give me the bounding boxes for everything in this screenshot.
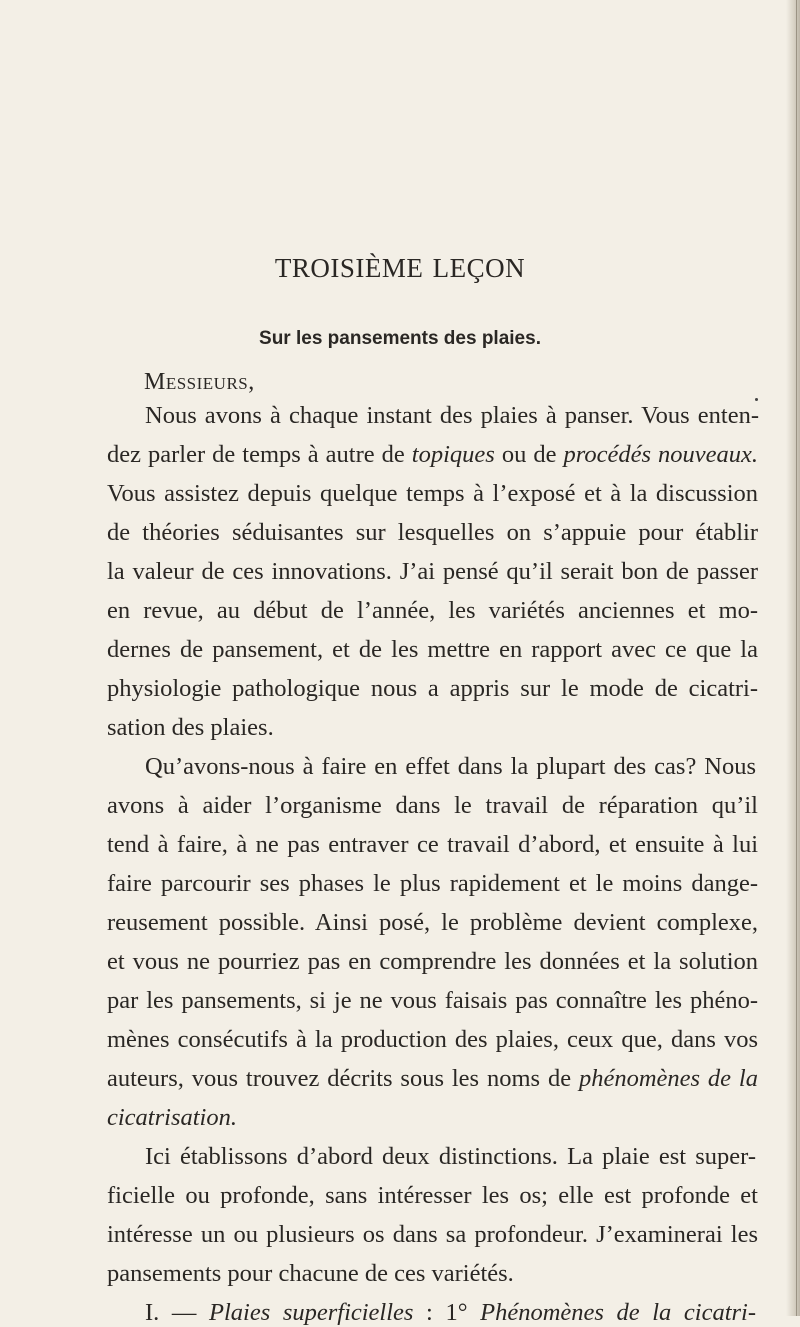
text-line: faire parcourir ses phases le plus rapidement et le moins dange- xyxy=(107,870,758,897)
text-line: intéresse un ou plusieurs os dans sa profondeur. J’examinerai les xyxy=(107,1221,758,1248)
ink-speck xyxy=(755,398,758,401)
salutation: Messieurs, xyxy=(144,369,255,395)
text-line: physiologie pathologique nous a appris sur le mode de cicatri- xyxy=(107,675,758,702)
text-line: Qu’avons-nous à faire en effet dans la plupart des cas? Nous xyxy=(145,753,756,780)
text-line: dez parler de temps à autre de topiques ou de procédés nouveaux. xyxy=(107,441,759,468)
text-line: tend à faire, à ne pas entraver ce travail d’abord, et ensuite à lui xyxy=(107,831,758,858)
text-line: Nous avons à chaque instant des plaies à panser. Vous enten- xyxy=(145,402,759,429)
text-line: de théories séduisantes sur lesquelles on s’appuie pour établir xyxy=(107,519,758,546)
chapter-subtitle: Sur les pansements des plaies. xyxy=(259,328,541,349)
text-line: Ici établissons d’abord deux distinctions. La plaie est super- xyxy=(145,1143,756,1170)
page-edge xyxy=(786,0,800,1316)
text-line: cicatrisation. xyxy=(107,1104,237,1131)
text-line: Vous assistez depuis quelque temps à l’exposé et à la discussion xyxy=(107,480,758,507)
text-line: par les pansements, si je ne vous faisais pas connaître les phéno- xyxy=(107,987,758,1014)
text-line: avons à aider l’organisme dans le travail de réparation qu’il xyxy=(107,792,758,819)
text-line: auteurs, vous trouvez décrits sous les noms de phénomènes de la xyxy=(107,1065,758,1092)
text-line: la valeur de ces innovations. J’ai pensé qu’il serait bon de passer xyxy=(107,558,758,585)
text-line: ficielle ou profonde, sans intéresser les os; elle est profonde et xyxy=(107,1182,758,1209)
text-line: en revue, au début de l’année, les variétés anciennes et mo- xyxy=(107,597,758,624)
text-line: I. — Plaies superficielles : 1° Phénomènes de la cicatri- xyxy=(145,1299,757,1326)
text-line: sation des plaies. xyxy=(107,714,274,741)
text-line: et vous ne pourriez pas en comprendre les données et la solution xyxy=(107,948,758,975)
page-edge-line xyxy=(796,0,797,1316)
text-line: dernes de pansement, et de les mettre en rapport avec ce que la xyxy=(107,636,758,663)
text-line: reusement possible. Ainsi posé, le problème devient complexe, xyxy=(107,909,758,936)
chapter-title: TROISIÈME LEÇON xyxy=(274,253,526,283)
text-line: pansements pour chacune de ces variétés. xyxy=(107,1260,514,1287)
text-line: mènes consécutifs à la production des plaies, ceux que, dans vos xyxy=(107,1026,758,1053)
